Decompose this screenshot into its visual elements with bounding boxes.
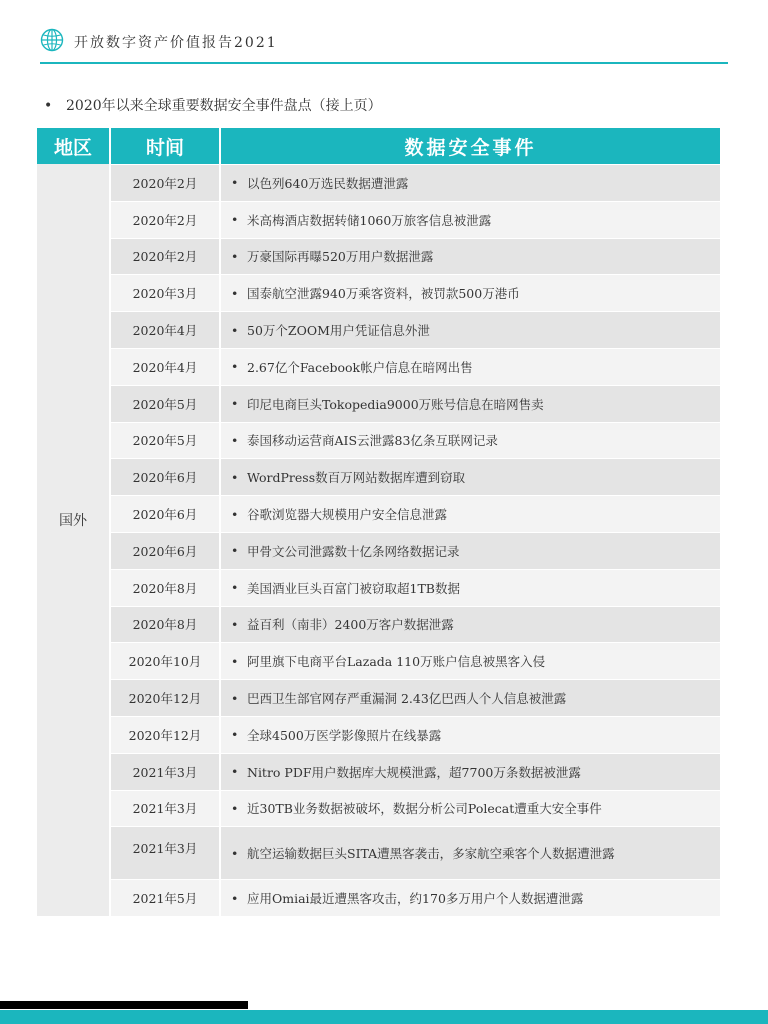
table-row xyxy=(111,385,720,422)
table-row xyxy=(111,164,720,201)
event-time-cell: 2020年6月 xyxy=(111,459,221,495)
event-description-cell xyxy=(221,202,720,238)
bullet-marker: • xyxy=(231,322,239,338)
bullet-marker: • xyxy=(231,175,239,191)
table-row xyxy=(111,790,720,827)
table-header-row xyxy=(37,128,720,164)
event-time-cell: 2020年4月 xyxy=(111,312,221,348)
event-description-cell xyxy=(221,533,720,569)
header-event: 数据安全事件 xyxy=(404,136,537,159)
event-description-cell xyxy=(221,496,720,532)
event-text: 航空运输数据巨头SITA遭黑客袭击，多家航空乘客个人数据遭泄露 xyxy=(247,846,615,862)
event-text: 全球4500万医学影像照片在线暴露 xyxy=(247,727,442,743)
event-description-cell xyxy=(221,386,720,422)
event-text: 美国酒业巨头百富门被窃取超1TB数据 xyxy=(247,580,460,596)
footer-black-bar xyxy=(0,1001,248,1009)
table-row xyxy=(111,606,720,643)
bullet-marker: • xyxy=(231,845,239,861)
table-row xyxy=(111,201,720,238)
bullet-marker: • xyxy=(231,764,239,780)
event-time-cell: 2020年8月 xyxy=(111,570,221,606)
event-description-cell xyxy=(221,607,720,643)
bullet-marker: • xyxy=(231,359,239,375)
event-text: 米高梅酒店数据转储1060万旅客信息被泄露 xyxy=(247,212,492,228)
bullet-marker: • xyxy=(231,248,239,264)
bullet-marker: • xyxy=(231,432,239,448)
table-row xyxy=(111,422,720,459)
event-text: 国泰航空泄露940万乘客资料，被罚款500万港币 xyxy=(247,286,520,302)
table-row xyxy=(111,716,720,753)
data-security-events-table xyxy=(37,128,720,916)
section-heading-text: 2020年以来全球重要数据安全事件盘点（接上页） xyxy=(66,98,382,114)
table-row xyxy=(111,679,720,716)
event-text: 万豪国际再曝520万用户数据泄露 xyxy=(247,249,434,265)
globe-icon xyxy=(40,28,64,52)
event-time-cell: 2020年8月 xyxy=(111,607,221,643)
table-rows xyxy=(111,164,720,916)
table-row xyxy=(111,274,720,311)
event-description-cell xyxy=(221,717,720,753)
event-text: 印尼电商巨头Tokopedia9000万账号信息在暗网售卖 xyxy=(247,396,544,412)
event-description-cell xyxy=(221,165,720,201)
event-text: 巴西卫生部官网存严重漏洞 2.43亿巴西人个人信息被泄露 xyxy=(247,691,567,707)
event-time-cell: 2021年3月 xyxy=(111,791,221,827)
event-description-cell xyxy=(221,680,720,716)
table-row xyxy=(111,348,720,385)
event-description-cell xyxy=(221,754,720,790)
table-row xyxy=(111,532,720,569)
bullet-marker: • xyxy=(231,469,239,485)
event-text: 2.67亿个Facebook帐户信息在暗网出售 xyxy=(247,359,473,375)
event-text: 50万个ZOOM用户凭证信息外泄 xyxy=(247,323,430,339)
event-description-cell xyxy=(221,459,720,495)
event-time-cell: 2021年5月 xyxy=(111,880,221,916)
region-cell: 国外 xyxy=(37,164,111,916)
event-description-cell xyxy=(221,880,720,916)
bullet-marker: • xyxy=(231,580,239,596)
event-time-cell: 2020年3月 xyxy=(111,275,221,311)
event-time-cell: 2020年5月 xyxy=(111,386,221,422)
event-description-cell xyxy=(221,570,720,606)
document-title: 开放数字资产价值报告2021 xyxy=(74,35,278,51)
event-time-cell: 2020年6月 xyxy=(111,533,221,569)
event-time-cell: 2020年2月 xyxy=(111,165,221,201)
event-text: 近30TB业务数据被破坏，数据分析公司Polecat遭重大安全事件 xyxy=(247,801,602,817)
page-header xyxy=(40,28,728,64)
header-divider xyxy=(40,62,728,64)
table-row xyxy=(111,495,720,532)
table-row xyxy=(111,753,720,790)
bullet-marker: • xyxy=(231,890,239,906)
event-time-cell: 2020年2月 xyxy=(111,202,221,238)
header-time: 时间 xyxy=(111,128,221,164)
bullet-marker: • xyxy=(231,727,239,743)
bullet-marker: • xyxy=(44,98,53,114)
event-time-cell: 2020年5月 xyxy=(111,423,221,459)
event-text: WordPress数百万网站数据库遭到窃取 xyxy=(247,470,466,486)
event-description-cell xyxy=(221,827,720,879)
event-text: 以色列640万选民数据遭泄露 xyxy=(247,175,409,191)
event-description-cell xyxy=(221,312,720,348)
event-text: 益百利（南非）2400万客户数据泄露 xyxy=(247,617,454,633)
event-time-cell: 2020年10月 xyxy=(111,643,221,679)
section-heading xyxy=(44,95,382,115)
table-row xyxy=(111,458,720,495)
event-time-cell: 2020年12月 xyxy=(111,680,221,716)
event-text: 甲骨文公司泄露数十亿条网络数据记录 xyxy=(247,543,460,559)
event-text: 泰国移动运营商AIS云泄露83亿条互联网记录 xyxy=(247,433,498,449)
event-time-cell: 2021年3月 xyxy=(111,827,221,879)
bullet-marker: • xyxy=(231,506,239,522)
bullet-marker: • xyxy=(231,616,239,632)
table-body xyxy=(37,164,720,916)
table-row xyxy=(111,569,720,606)
event-description-cell xyxy=(221,423,720,459)
event-description-cell xyxy=(221,643,720,679)
event-description-cell xyxy=(221,791,720,827)
bullet-marker: • xyxy=(231,396,239,412)
event-time-cell: 2020年6月 xyxy=(111,496,221,532)
event-text: Nitro PDF用户数据库大规模泄露，超7700万条数据被泄露 xyxy=(247,764,581,780)
event-text: 阿里旗下电商平台Lazada 110万账户信息被黑客入侵 xyxy=(247,654,546,670)
bullet-marker: • xyxy=(231,800,239,816)
bullet-marker: • xyxy=(231,285,239,301)
bullet-marker: • xyxy=(231,212,239,228)
event-text: 谷歌浏览器大规模用户安全信息泄露 xyxy=(247,507,448,523)
event-time-cell: 2020年4月 xyxy=(111,349,221,385)
event-description-cell xyxy=(221,349,720,385)
event-time-cell: 2020年2月 xyxy=(111,239,221,275)
event-description-cell xyxy=(221,275,720,311)
event-time-cell: 2021年3月 xyxy=(111,754,221,790)
table-row xyxy=(111,238,720,275)
bullet-marker: • xyxy=(231,690,239,706)
event-time-cell: 2020年12月 xyxy=(111,717,221,753)
bullet-marker: • xyxy=(231,653,239,669)
header-region: 地区 xyxy=(37,128,111,164)
bullet-marker: • xyxy=(231,543,239,559)
table-row xyxy=(111,879,720,916)
event-text: 应用Omiai最近遭黑客攻击，约170多万用户个人数据遭泄露 xyxy=(247,891,584,907)
table-row xyxy=(111,311,720,348)
table-row xyxy=(111,826,720,879)
table-row xyxy=(111,642,720,679)
footer-teal-bar xyxy=(0,1010,768,1024)
event-description-cell xyxy=(221,239,720,275)
